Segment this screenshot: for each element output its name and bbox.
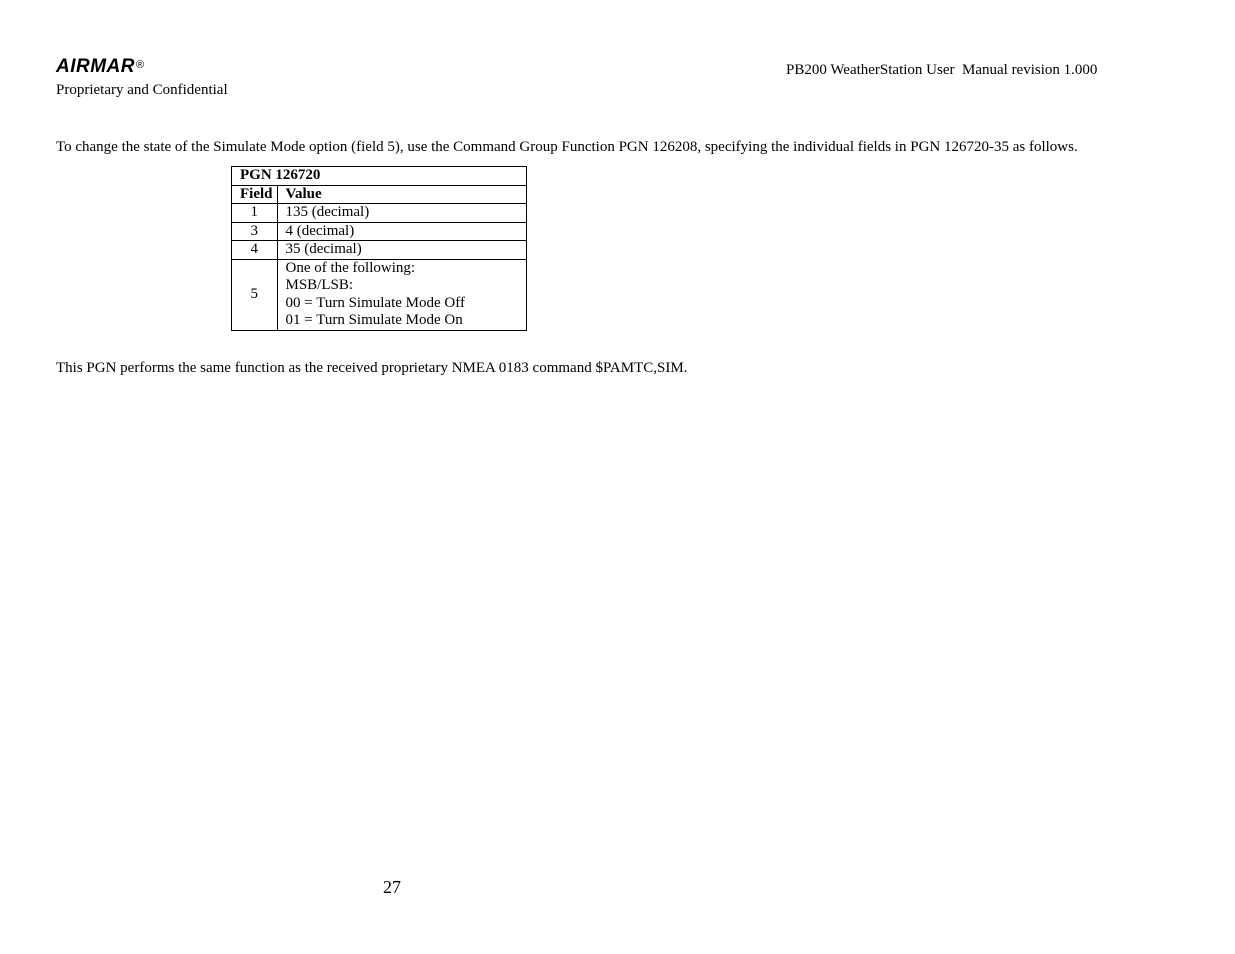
value-line: 01 = Turn Simulate Mode On xyxy=(285,312,463,328)
value-line: MSB/LSB: xyxy=(285,277,354,293)
table-header-row xyxy=(232,185,527,204)
table-title: PGN 126720 xyxy=(232,167,527,186)
note-paragraph: This PGN performs the same function as the received proprietary NMEA 0183 command $PAMTC,SIM. xyxy=(56,360,688,376)
table-title-row xyxy=(232,167,527,186)
value-cell: 135 (decimal) xyxy=(277,204,527,223)
value-cell xyxy=(277,259,527,330)
header-subtitle: Proprietary and Confidential xyxy=(56,82,228,98)
value-cell: 35 (decimal) xyxy=(277,241,527,260)
column-header-value: Value xyxy=(277,185,527,204)
column-header-field: Field xyxy=(232,185,278,204)
intro-paragraph: To change the state of the Simulate Mode option (field 5), use the Command Group Function PGN 126208, specifying the individual fields in PGN 126720-35 as follows. xyxy=(56,139,1078,155)
field-cell: 5 xyxy=(232,259,278,330)
field-cell: 4 xyxy=(232,241,278,260)
document-title: PB200 WeatherStation User Manual revision 1.000 xyxy=(786,62,1098,78)
value-line: One of the following: xyxy=(285,259,416,276)
table-row xyxy=(232,241,527,260)
header-logo xyxy=(56,56,145,78)
table-row xyxy=(232,259,527,330)
field-cell: 1 xyxy=(232,204,278,223)
value-line: 00 = Turn Simulate Mode Off xyxy=(285,294,465,311)
logo-text: AIRMAR xyxy=(56,56,135,77)
registered-mark: ® xyxy=(136,59,145,71)
pgn-table xyxy=(231,166,527,331)
page-number: 27 xyxy=(383,877,401,897)
value-cell: 4 (decimal) xyxy=(277,222,527,241)
table-row xyxy=(232,222,527,241)
field-cell: 3 xyxy=(232,222,278,241)
table-row xyxy=(232,204,527,223)
